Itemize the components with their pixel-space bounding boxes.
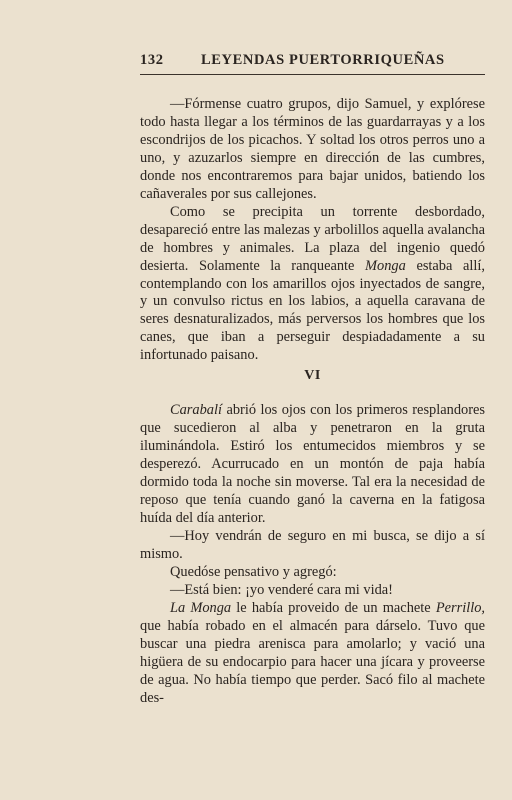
- paragraph-text: estaba allí, contemplando con los amarillos ojos inyectados de sangre, y un convulso rictus en los labios, a aquella caravana de seres desnaturalizados, más perversos los hombres que los canes, que iban a perseguir despiadadamente a su infortunado paisano.: [140, 257, 485, 364]
- paragraph-text: Como se precipita un torrente desbordado, desapareció entre las malezas y arbolillos aquella avalancha de hombres y animales. La plaza del ingenio quedó desierta. Solamente la ranqueante: [140, 203, 485, 274]
- paragraph: [140, 204, 485, 366]
- paragraph-text: que había robado en el almacén para dárselo. Tuvo que buscar una piedra arenisca para amolarlo; y vació una higüera de su endocarpio para hacer una jícara y proveerse de agua. No había tiempo que perder. Sacó filo al machete des-: [140, 617, 485, 706]
- paragraph: [140, 600, 485, 708]
- header-rule: [140, 74, 485, 75]
- tool-name: Perrillo,: [435, 599, 485, 616]
- running-header: [140, 52, 490, 74]
- paragraph: [140, 402, 485, 528]
- character-name: La Monga: [170, 599, 232, 616]
- paragraph: —Está bien: ¡yo venderé cara mi vida!: [170, 581, 393, 598]
- section-heading: VI: [304, 368, 321, 384]
- paragraph-text: abrió los ojos con los primeros resplandores que sucedieron al alba y penetraron en la gruta iluminándola. Estiró los entumecidos miembros y se desperezó. Acurrucado en un montón de paja había dormido toda la noche sin moverse. Tal era la necesidad de reposo que tenía cuando ganó la caverna en la fatigosa huída del día anterior.: [140, 402, 485, 526]
- paragraph-text: le había proveido de un machete: [231, 599, 436, 616]
- page-body: [140, 96, 485, 707]
- paragraph: Quedóse pensativo y agregó:: [170, 563, 337, 580]
- paragraph: —Fórmense cuatro grupos, dijo Samuel, y explórese todo hasta llegar a los términos de las guardarrayas y a los escondrijos de los picachos. Y soltad los otros perros uno a uno, y azuzarlos siempre en dirección de las cumbres, donde nos encontraremos para bajar unidos, batiendo los cañaverales por sus callejones.: [140, 96, 485, 202]
- running-title: LEYENDAS PUERTORRIQUEÑAS: [201, 52, 445, 68]
- paragraph: —Hoy vendrán de seguro en mi busca, se dijo a sí mismo.: [140, 527, 485, 562]
- page-number: 132: [140, 52, 164, 68]
- character-name: Monga: [365, 257, 406, 274]
- character-name: Carabalí: [170, 402, 222, 419]
